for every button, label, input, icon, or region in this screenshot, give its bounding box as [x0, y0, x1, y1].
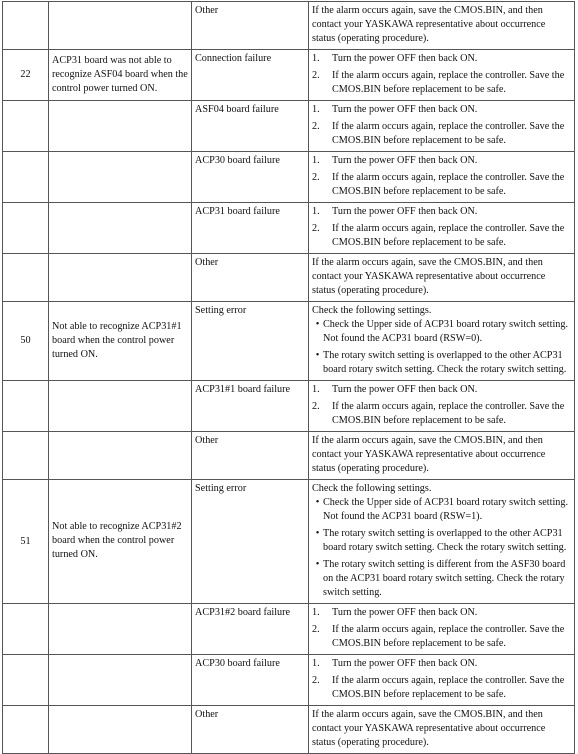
remedy-cell: [309, 152, 575, 203]
alarm-sub-code-cell: [3, 2, 49, 50]
table-row: [3, 381, 575, 432]
bullet-icon: •: [315, 559, 320, 570]
alarm-condition-cell: [49, 152, 192, 203]
remedy-cell: [309, 604, 575, 655]
step-number: 2.: [312, 675, 320, 686]
remedy-cell: [309, 254, 575, 302]
alarm-condition-cell: [49, 101, 192, 152]
step-text: If the alarm occurs again, replace the controller. Save the CMOS.BIN before replacement to be safe.: [332, 401, 565, 426]
remedy-cell: [309, 655, 575, 706]
cause-cell: ACP30 board failure: [192, 152, 309, 203]
step-text: If the alarm occurs again, replace the controller. Save the CMOS.BIN before replacement to be safe.: [332, 121, 565, 146]
alarm-sub-code-cell: [3, 203, 49, 254]
cause-cell: Other: [192, 2, 309, 50]
remedy-step: [312, 171, 571, 199]
remedy-step: [312, 674, 571, 702]
alarm-sub-code-cell: 22: [3, 50, 49, 101]
remedy-text: If the alarm occurs again, save the CMOS.BIN, and then contact your YASKAWA representative about occurrence status (operating procedure).: [312, 5, 546, 44]
remedy-cell: [309, 101, 575, 152]
remedy-step: [312, 154, 571, 168]
remedy-step: [312, 606, 571, 620]
alarm-condition-cell: [49, 655, 192, 706]
alarm-condition-cell: Not able to recognize ACP31#1 board when the control power turned ON.: [49, 302, 192, 381]
step-number: 1.: [312, 206, 320, 217]
table-row: [3, 604, 575, 655]
remedy-step: [312, 657, 571, 671]
bullet-text: Check the Upper side of ACP31 board rotary switch setting. Not found the ACP31 board (RSW=1).: [323, 497, 569, 522]
step-text: If the alarm occurs again, replace the controller. Save the CMOS.BIN before replacement to be safe.: [332, 172, 565, 197]
remedy-step: [312, 52, 571, 66]
step-number: 1.: [312, 658, 320, 669]
step-number: 1.: [312, 155, 320, 166]
settings-bullet: [312, 527, 571, 555]
bullet-text: Check the Upper side of ACP31 board rotary switch setting. Not found the ACP31 board (RSW=0).: [323, 319, 569, 344]
remedy-step: [312, 623, 571, 651]
alarm-table-body: [3, 2, 575, 754]
table-row: [3, 254, 575, 302]
table-row: [3, 203, 575, 254]
alarm-sub-code-cell: [3, 101, 49, 152]
cause-cell: Other: [192, 432, 309, 480]
step-number: 2.: [312, 223, 320, 234]
table-row: [3, 480, 575, 604]
remedy-cell: [309, 706, 575, 754]
table-row: [3, 2, 575, 50]
alarm-condition-cell: [49, 432, 192, 480]
remedy-step: [312, 400, 571, 428]
step-text: Turn the power OFF then back ON.: [332, 658, 478, 669]
alarm-sub-code-cell: [3, 381, 49, 432]
bullet-icon: •: [315, 528, 320, 539]
remedy-text: If the alarm occurs again, save the CMOS.BIN, and then contact your YASKAWA representative about occurrence status (operating procedure).: [312, 435, 546, 474]
remedy-cell: [309, 302, 575, 381]
settings-intro: Check the following settings.: [312, 483, 432, 494]
alarm-condition-cell: Not able to recognize ACP31#2 board when the control power turned ON.: [49, 480, 192, 604]
cause-cell: ACP31#1 board failure: [192, 381, 309, 432]
step-text: Turn the power OFF then back ON.: [332, 53, 478, 64]
table-row: [3, 432, 575, 480]
cause-cell: ASF04 board failure: [192, 101, 309, 152]
settings-bullet: [312, 558, 571, 600]
table-row: [3, 152, 575, 203]
alarm-sub-code-cell: [3, 604, 49, 655]
step-text: If the alarm occurs again, replace the controller. Save the CMOS.BIN before replacement to be safe.: [332, 675, 565, 700]
table-row: [3, 101, 575, 152]
bullet-text: The rotary switch setting is different from the ASF30 board on the ACP31 board rotary switch setting. Check the rotary switch setting.: [323, 559, 566, 598]
step-text: If the alarm occurs again, replace the controller. Save the CMOS.BIN before replacement to be safe.: [332, 223, 565, 248]
alarm-sub-code-cell: [3, 254, 49, 302]
step-text: Turn the power OFF then back ON.: [332, 155, 478, 166]
alarm-sub-code-cell: [3, 152, 49, 203]
remedy-text: If the alarm occurs again, save the CMOS.BIN, and then contact your YASKAWA representative about occurrence status (operating procedure).: [312, 709, 546, 748]
remedy-text: If the alarm occurs again, save the CMOS.BIN, and then contact your YASKAWA representative about occurrence status (operating procedure).: [312, 257, 546, 296]
step-text: Turn the power OFF then back ON.: [332, 384, 478, 395]
cause-cell: Other: [192, 254, 309, 302]
remedy-cell: [309, 203, 575, 254]
step-text: If the alarm occurs again, replace the controller. Save the CMOS.BIN before replacement to be safe.: [332, 624, 565, 649]
settings-bullet: [312, 496, 571, 524]
step-number: 1.: [312, 384, 320, 395]
remedy-step: [312, 205, 571, 219]
remedy-cell: [309, 50, 575, 101]
step-text: If the alarm occurs again, replace the controller. Save the CMOS.BIN before replacement to be safe.: [332, 70, 565, 95]
settings-bullet: [312, 349, 571, 377]
cause-cell: Setting error: [192, 480, 309, 604]
alarm-condition-cell: [49, 203, 192, 254]
alarm-remedy-table: [2, 1, 575, 754]
remedy-cell: [309, 2, 575, 50]
remedy-cell: [309, 432, 575, 480]
table-row: [3, 302, 575, 381]
alarm-condition-cell: [49, 254, 192, 302]
remedy-step: [312, 103, 571, 117]
remedy-step: [312, 69, 571, 97]
alarm-sub-code-cell: 51: [3, 480, 49, 604]
alarm-condition-cell: [49, 381, 192, 432]
alarm-condition-cell: [49, 2, 192, 50]
bullet-icon: •: [315, 350, 320, 361]
step-number: 2.: [312, 172, 320, 183]
alarm-condition-cell: [49, 706, 192, 754]
alarm-sub-code-cell: 50: [3, 302, 49, 381]
bullet-text: The rotary switch setting is overlapped to the other ACP31 board rotary switch setting. Check the rotary switch setting.: [323, 350, 567, 375]
step-number: 1.: [312, 104, 320, 115]
step-number: 2.: [312, 70, 320, 81]
remedy-step: [312, 222, 571, 250]
remedy-step: [312, 120, 571, 148]
cause-cell: Setting error: [192, 302, 309, 381]
step-number: 2.: [312, 401, 320, 412]
step-number: 1.: [312, 607, 320, 618]
alarm-sub-code-cell: [3, 706, 49, 754]
alarm-condition-cell: ACP31 board was not able to recognize ASF04 board when the control power turned ON.: [49, 50, 192, 101]
cause-cell: ACP30 board failure: [192, 655, 309, 706]
cause-cell: Other: [192, 706, 309, 754]
bullet-text: The rotary switch setting is overlapped to the other ACP31 board rotary switch setting. Check the rotary switch setting.: [323, 528, 567, 553]
step-text: Turn the power OFF then back ON.: [332, 104, 478, 115]
table-row: [3, 50, 575, 101]
cause-cell: ACP31 board failure: [192, 203, 309, 254]
step-text: Turn the power OFF then back ON.: [332, 607, 478, 618]
table-row: [3, 655, 575, 706]
remedy-cell: [309, 381, 575, 432]
settings-intro: Check the following settings.: [312, 305, 432, 316]
alarm-sub-code-cell: [3, 432, 49, 480]
settings-bullet: [312, 318, 571, 346]
table-row: [3, 706, 575, 754]
alarm-condition-cell: [49, 604, 192, 655]
step-number: 2.: [312, 624, 320, 635]
step-number: 2.: [312, 121, 320, 132]
remedy-step: [312, 383, 571, 397]
step-number: 1.: [312, 53, 320, 64]
cause-cell: ACP31#2 board failure: [192, 604, 309, 655]
remedy-cell: [309, 480, 575, 604]
alarm-sub-code-cell: [3, 655, 49, 706]
bullet-icon: •: [315, 497, 320, 508]
cause-cell: Connection failure: [192, 50, 309, 101]
step-text: Turn the power OFF then back ON.: [332, 206, 478, 217]
bullet-icon: •: [315, 319, 320, 330]
